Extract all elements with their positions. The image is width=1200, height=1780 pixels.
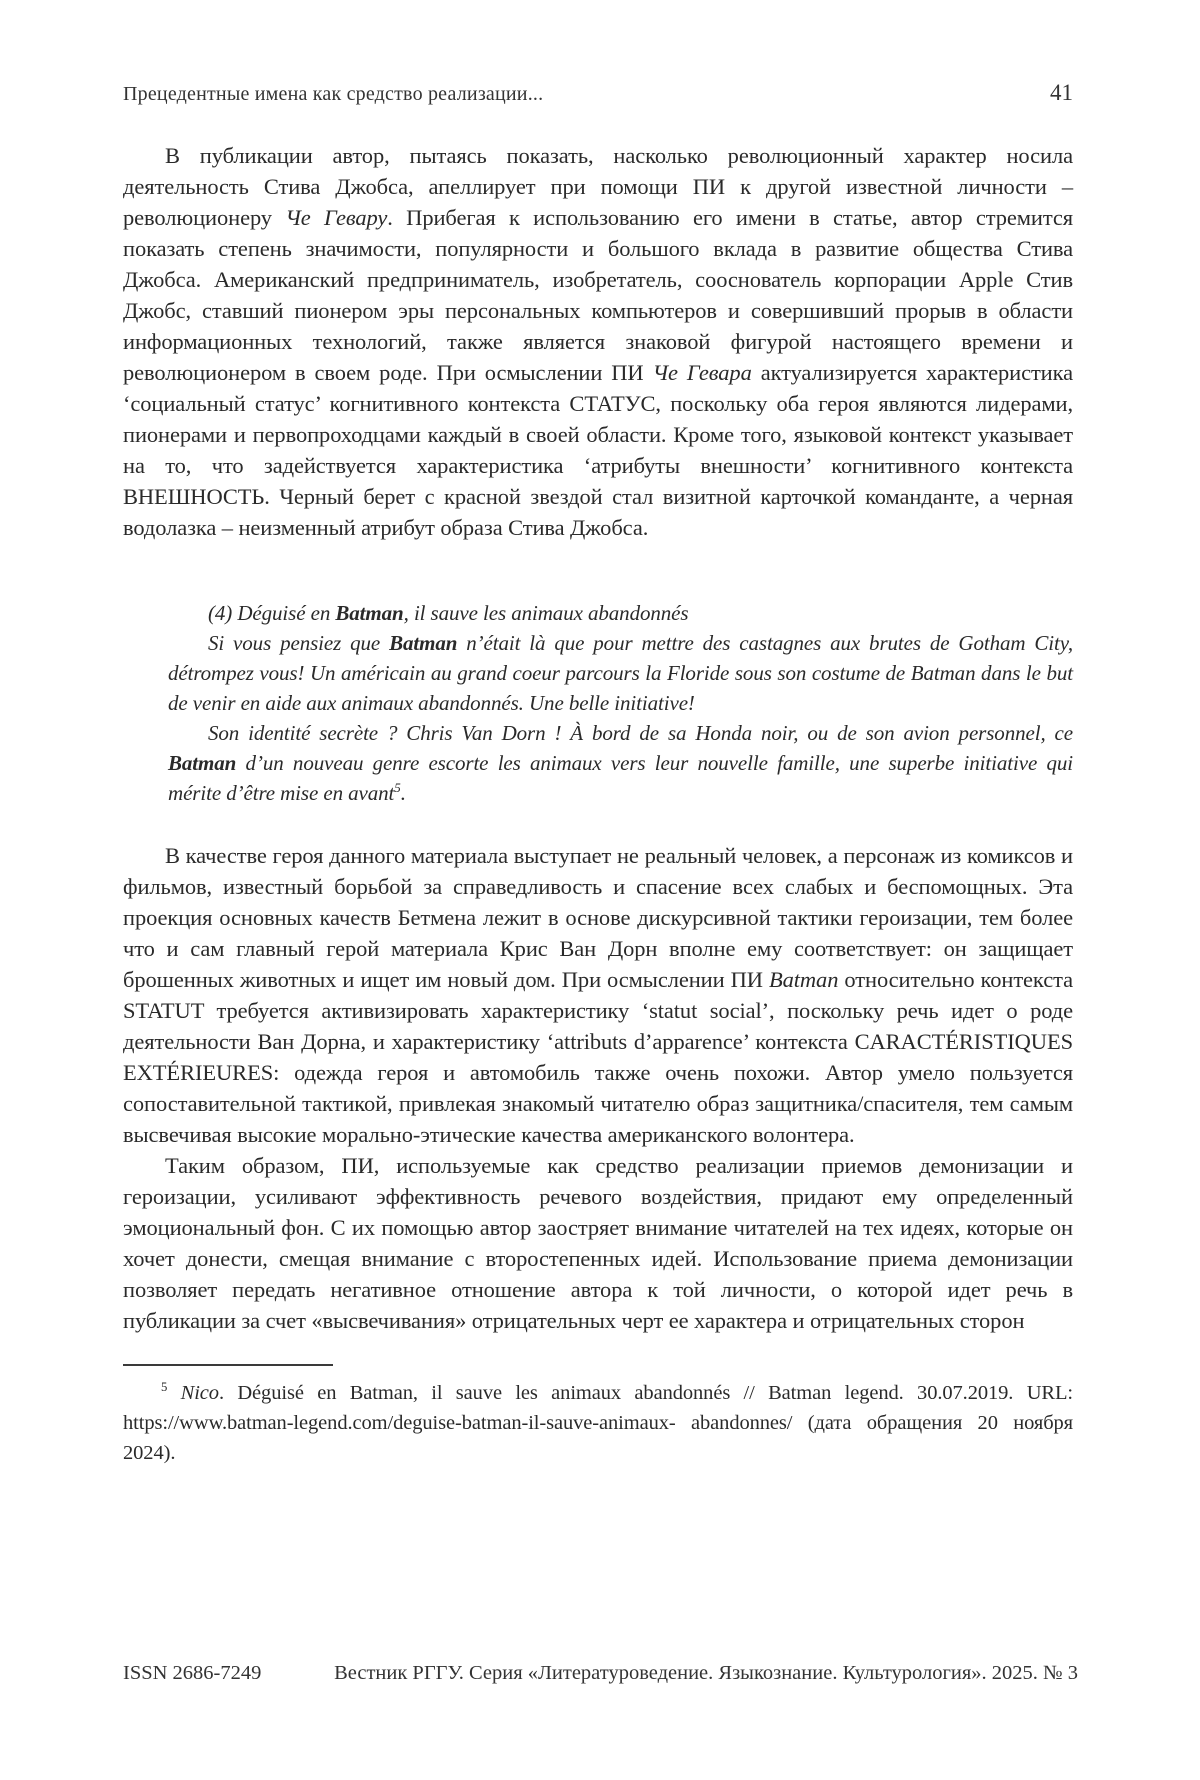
footnote-reference-5: 5 (394, 780, 401, 795)
text-segment: . (400, 781, 406, 805)
example-quote-block (168, 598, 1073, 808)
text-segment: , il sauve les animaux abandonnés (403, 601, 689, 625)
footnote-block (123, 1364, 1073, 1468)
text-segment: d’un nouveau genre escorte les animaux vers leur nouvelle famille, une superbe initiative qui mérite d’être mise en avant (168, 751, 1073, 805)
running-head: Прецедентные имена как средство реализации... (123, 83, 544, 105)
italic-name-che-guevara: Че Гевару (285, 205, 388, 230)
footer-issn: ISSN 2686-7249 (123, 1662, 262, 1684)
quote-paragraph-1 (168, 628, 1073, 718)
footer-journal-title: Вестник РГГУ. Серия «Литературоведение. Языкознание. Культурология». 2025. № 3 (334, 1662, 1078, 1684)
italic-name-batman: Batman (768, 967, 839, 992)
quote-title-line (168, 598, 1073, 628)
footnote-separator-rule (123, 1364, 333, 1366)
text-segment: n’était là que pour mettre des castagnes aux brutes de Gotham City, détrompez vous! Un américain au grand coeur parcours la Floride sous son costume de Batman dans le but de venir en aide aux animaux abandonnés. Une belle initiative! (168, 631, 1073, 715)
page-header (123, 80, 1073, 106)
text-segment: В качестве героя данного материала выступает не реальный человек, а персонаж из комиксов и фильмов, известный борьбой за справедливость и спасение всех слабых и беспомощных. Эта проекция основных качеств Бетмена лежит в основе дискурсивной тактики героизации, тем более что и сам главный герой материала Крис Ван Дорн вполне ему соответствует: он защищает брошенных животных и ищет им новый дом. При осмыслении ПИ (123, 843, 1073, 992)
body-paragraph-2 (123, 840, 1073, 1150)
text-segment: Son identité secrète ? Chris Van Dorn ! À bord de sa Honda noir, ou de son avion personnel, ce (208, 721, 1073, 745)
page-footer (123, 1662, 1078, 1685)
article-body (123, 140, 1073, 1336)
text-segment: Таким образом, ПИ, используемые как средство реализации приемов демонизации и героизации, усиливают эффективность речевого воздействия, придают ему определенный эмоциональный фон. С их помощью автор заостряет внимание читателей на тех идеях, которые он хочет донести, смещая внимание с второстепенных идей. Использование приема демонизации позволяет передать негативное отношение автора к той личности, о которой идет речь в публикации за счет «высвечивания» отрицательных черт ее характера и отрицательных сторон (123, 1153, 1073, 1333)
italic-author-nico: Nico (180, 1382, 219, 1404)
text-segment: В публикации автор, пытаясь показать, насколько революционный характер носила деятельность Стива Джобса, апеллирует при помощи ПИ к другой известной личности – революционеру (123, 143, 1073, 230)
text-segment: актуализируется характеристика ‘социальный статус’ когнитивного контекста СТАТУС, поскольку оба героя являются лидерами, пионерами и первопроходцами каждый в своей области. Кроме того, языковой контекст указывает на то, что задействуется характеристика ‘атрибуты внешности’ когнитивного контекста ВНЕШНОСТЬ. Черный берет с красной звездой стал визитной карточкой команданте, а черная водолазка – неизменный атрибут образа Стива Джобса. (123, 360, 1074, 540)
body-paragraph-1 (123, 140, 1073, 543)
text-segment: Si vous pensiez que (208, 631, 390, 655)
bold-name-batman: Batman (168, 751, 237, 775)
footnote-5 (123, 1378, 1073, 1468)
quote-paragraph-2 (168, 718, 1073, 808)
bold-name-batman: Batman (389, 631, 458, 655)
text-segment: . Déguisé en Batman, il sauve les animaux abandonnés // Batman legend. 30.07.2019. URL: https://www.batman-legend.com/deguise-batman-il-sauve-animaux- abandonnes/ (дата обращения 20 ноября 2024). (123, 1382, 1073, 1464)
italic-name-che-guevara: Че Гевара (652, 360, 752, 385)
body-paragraph-3 (123, 1150, 1073, 1336)
footnote-marker-5: 5 (161, 1380, 168, 1395)
text-segment: относительно контекста STATUT требуется активизировать характеристику ‘statut social’, поскольку речь идет о роде деятельности Ван Дорна, и характеристику ‘attributs d’apparence’ контекста CARACTÉRISTIQUES EXTÉRIEURES: одежда героя и автомобиль также очень похожи. Автор умело пользуется сопоставительной тактикой, привлекая знакомый читателю образ защитника/спасителя, тем самым высвечивая высокие морально-этические качества американского волонтера. (123, 967, 1073, 1147)
text-segment: (4) Déguisé en (208, 601, 336, 625)
page-number: 41 (1050, 80, 1073, 105)
text-segment: . Прибегая к использованию его имени в статье, автор стремится показать степень значимости, популярности и большого вклада в развитие общества Стива Джобса. Американский предприниматель, изобретатель, сооснователь корпорации Apple Стив Джобс, ставший пионером эры персональных компьютеров и совершивший прорыв в области информационных технологий, также является знаковой фигурой настоящего времени и революционером в своем роде. При осмыслении ПИ (123, 205, 1073, 385)
bold-name-batman: Batman (335, 601, 404, 625)
